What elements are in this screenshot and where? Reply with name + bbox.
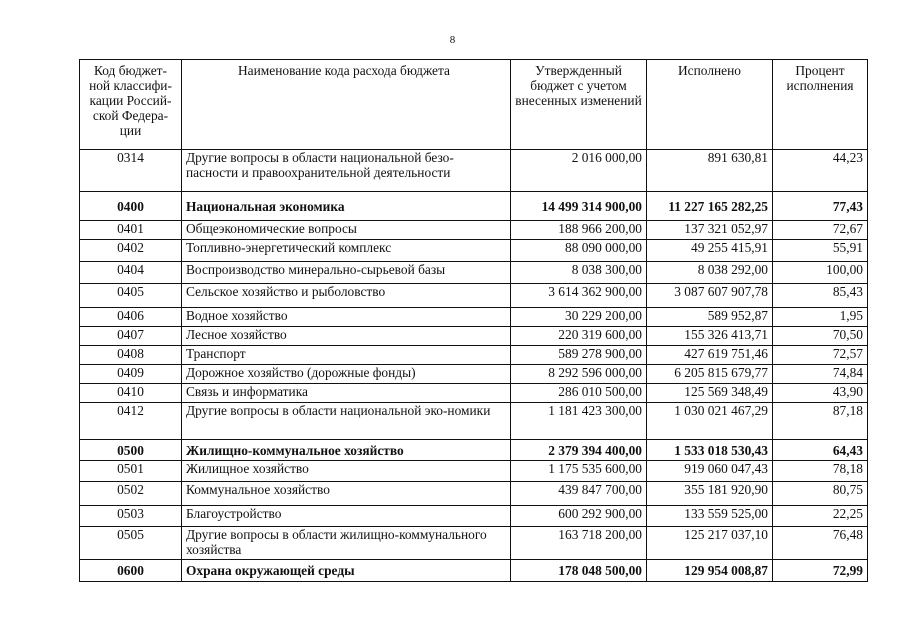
row-code: 0412 bbox=[80, 403, 182, 440]
row-name: Водное хозяйство bbox=[182, 308, 511, 327]
row-code: 0406 bbox=[80, 308, 182, 327]
table-row bbox=[80, 262, 868, 284]
table-row bbox=[80, 192, 868, 221]
row-percent: 76,48 bbox=[773, 527, 868, 560]
table-row bbox=[80, 527, 868, 560]
row-percent: 77,43 bbox=[773, 192, 868, 221]
table-header-row bbox=[80, 60, 868, 150]
header-approved: Утвержденный бюджет с учетом внесенных изменений bbox=[511, 60, 647, 150]
row-name: Жилищное хозяйство bbox=[182, 461, 511, 482]
row-executed: 49 255 415,91 bbox=[647, 240, 773, 262]
table-row bbox=[80, 482, 868, 506]
row-percent: 43,90 bbox=[773, 384, 868, 403]
row-code: 0400 bbox=[80, 192, 182, 221]
row-code: 0409 bbox=[80, 365, 182, 384]
row-executed: 125 217 037,10 bbox=[647, 527, 773, 560]
row-approved: 600 292 900,00 bbox=[511, 506, 647, 527]
row-approved: 1 175 535 600,00 bbox=[511, 461, 647, 482]
row-code: 0314 bbox=[80, 150, 182, 192]
row-approved: 8 038 300,00 bbox=[511, 262, 647, 284]
table-row bbox=[80, 240, 868, 262]
row-executed: 129 954 008,87 bbox=[647, 560, 773, 582]
row-percent: 1,95 bbox=[773, 308, 868, 327]
row-code: 0405 bbox=[80, 284, 182, 308]
row-executed: 919 060 047,43 bbox=[647, 461, 773, 482]
row-approved: 30 229 200,00 bbox=[511, 308, 647, 327]
row-name: Воспроизводство минерально-сырьевой базы bbox=[182, 262, 511, 284]
row-approved: 439 847 700,00 bbox=[511, 482, 647, 506]
row-percent: 22,25 bbox=[773, 506, 868, 527]
row-executed: 355 181 920,90 bbox=[647, 482, 773, 506]
row-approved: 589 278 900,00 bbox=[511, 346, 647, 365]
row-code: 0505 bbox=[80, 527, 182, 560]
page-number: 8 bbox=[449, 34, 456, 46]
row-name: Другие вопросы в области национальной эко-номики bbox=[182, 403, 511, 440]
table-row bbox=[80, 327, 868, 346]
table-row bbox=[80, 284, 868, 308]
row-approved: 88 090 000,00 bbox=[511, 240, 647, 262]
row-approved: 1 181 423 300,00 bbox=[511, 403, 647, 440]
table-row bbox=[80, 221, 868, 240]
row-percent: 70,50 bbox=[773, 327, 868, 346]
header-name: Наименование кода расхода бюджета bbox=[182, 60, 511, 150]
row-executed: 3 087 607 907,78 bbox=[647, 284, 773, 308]
row-percent: 44,23 bbox=[773, 150, 868, 192]
row-code: 0408 bbox=[80, 346, 182, 365]
row-approved: 163 718 200,00 bbox=[511, 527, 647, 560]
row-code: 0410 bbox=[80, 384, 182, 403]
row-approved: 220 319 600,00 bbox=[511, 327, 647, 346]
row-name: Коммунальное хозяйство bbox=[182, 482, 511, 506]
row-approved: 178 048 500,00 bbox=[511, 560, 647, 582]
row-executed: 8 038 292,00 bbox=[647, 262, 773, 284]
row-approved: 2 016 000,00 bbox=[511, 150, 647, 192]
row-name: Другие вопросы в области жилищно-коммунального хозяйства bbox=[182, 527, 511, 560]
row-executed: 125 569 348,49 bbox=[647, 384, 773, 403]
header-percent: Процент исполнения bbox=[773, 60, 868, 150]
row-percent: 72,99 bbox=[773, 560, 868, 582]
row-executed: 133 559 525,00 bbox=[647, 506, 773, 527]
row-name: Благоустройство bbox=[182, 506, 511, 527]
table-row bbox=[80, 506, 868, 527]
row-percent: 80,75 bbox=[773, 482, 868, 506]
table-row bbox=[80, 346, 868, 365]
row-executed: 11 227 165 282,25 bbox=[647, 192, 773, 221]
row-percent: 64,43 bbox=[773, 440, 868, 461]
row-approved: 188 966 200,00 bbox=[511, 221, 647, 240]
row-executed: 155 326 413,71 bbox=[647, 327, 773, 346]
row-percent: 55,91 bbox=[773, 240, 868, 262]
table-row bbox=[80, 440, 868, 461]
row-name: Жилищно-коммунальное хозяйство bbox=[182, 440, 511, 461]
row-code: 0600 bbox=[80, 560, 182, 582]
row-code: 0402 bbox=[80, 240, 182, 262]
row-code: 0500 bbox=[80, 440, 182, 461]
row-executed: 1 030 021 467,29 bbox=[647, 403, 773, 440]
row-code: 0502 bbox=[80, 482, 182, 506]
row-percent: 78,18 bbox=[773, 461, 868, 482]
row-name: Общеэкономические вопросы bbox=[182, 221, 511, 240]
table-row bbox=[80, 150, 868, 192]
table-row bbox=[80, 560, 868, 582]
row-executed: 891 630,81 bbox=[647, 150, 773, 192]
row-name: Дорожное хозяйство (дорожные фонды) bbox=[182, 365, 511, 384]
row-code: 0401 bbox=[80, 221, 182, 240]
row-executed: 137 321 052,97 bbox=[647, 221, 773, 240]
row-percent: 74,84 bbox=[773, 365, 868, 384]
row-name: Национальная экономика bbox=[182, 192, 511, 221]
row-approved: 286 010 500,00 bbox=[511, 384, 647, 403]
row-name: Сельское хозяйство и рыболовство bbox=[182, 284, 511, 308]
row-percent: 87,18 bbox=[773, 403, 868, 440]
row-approved: 14 499 314 900,00 bbox=[511, 192, 647, 221]
row-code: 0407 bbox=[80, 327, 182, 346]
row-name: Охрана окружающей среды bbox=[182, 560, 511, 582]
table-row bbox=[80, 384, 868, 403]
row-executed: 1 533 018 530,43 bbox=[647, 440, 773, 461]
row-executed: 427 619 751,46 bbox=[647, 346, 773, 365]
row-name: Другие вопросы в области национальной безо-пасности и правоохранительной деятельности bbox=[182, 150, 511, 192]
row-name: Лесное хозяйство bbox=[182, 327, 511, 346]
row-percent: 100,00 bbox=[773, 262, 868, 284]
row-executed: 589 952,87 bbox=[647, 308, 773, 327]
row-code: 0503 bbox=[80, 506, 182, 527]
table-row bbox=[80, 308, 868, 327]
row-percent: 72,67 bbox=[773, 221, 868, 240]
table-row bbox=[80, 403, 868, 440]
header-executed: Исполнено bbox=[647, 60, 773, 150]
row-name: Транспорт bbox=[182, 346, 511, 365]
row-percent: 85,43 bbox=[773, 284, 868, 308]
row-name: Топливно-энергетический комплекс bbox=[182, 240, 511, 262]
row-executed: 6 205 815 679,77 bbox=[647, 365, 773, 384]
row-code: 0404 bbox=[80, 262, 182, 284]
table-row bbox=[80, 461, 868, 482]
header-code: Код бюджет-ной классифи-кации Россий-ской Федера-ции bbox=[80, 60, 182, 150]
row-code: 0501 bbox=[80, 461, 182, 482]
budget-table bbox=[79, 59, 868, 582]
row-approved: 8 292 596 000,00 bbox=[511, 365, 647, 384]
row-approved: 2 379 394 400,00 bbox=[511, 440, 647, 461]
row-approved: 3 614 362 900,00 bbox=[511, 284, 647, 308]
row-percent: 72,57 bbox=[773, 346, 868, 365]
row-name: Связь и информатика bbox=[182, 384, 511, 403]
table-row bbox=[80, 365, 868, 384]
